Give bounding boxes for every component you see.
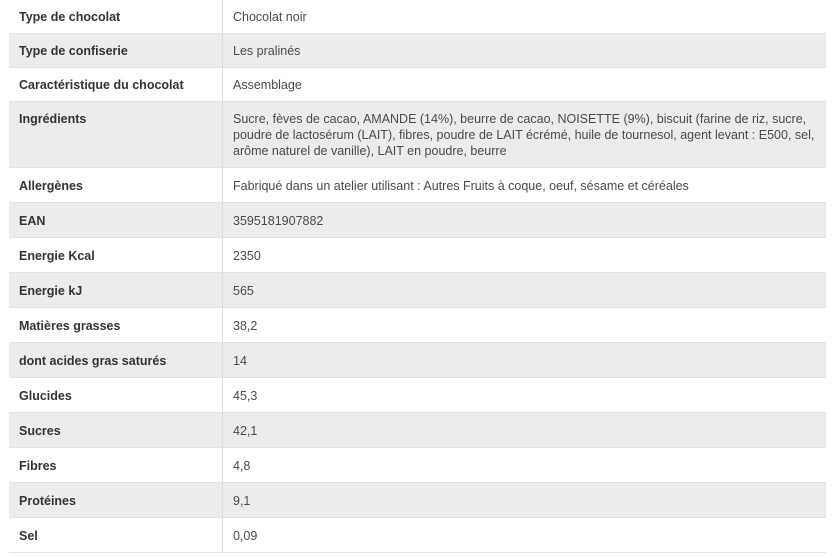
spec-value: 38,2 bbox=[233, 319, 258, 333]
spec-row-chocolate-feature bbox=[9, 68, 826, 102]
spec-value: Sucre, fèves de cacao, AMANDE (14%), beurre de cacao, NOISETTE (9%), biscuit (farine de riz, sucre, poudre de lactosérum (LAIT), fibres, poudre de LAIT écrémé, huile de tournesol, agent levant : E500, sel, arôme naturel de vanille), LAIT en poudre, beurre bbox=[233, 112, 815, 158]
spec-row-fat bbox=[9, 308, 826, 343]
spec-label: Type de chocolat bbox=[9, 0, 223, 34]
spec-value: 565 bbox=[233, 284, 254, 298]
spec-value: 45,3 bbox=[233, 389, 258, 403]
spec-value: 14 bbox=[233, 354, 247, 368]
spec-label: Energie Kcal bbox=[9, 238, 223, 273]
spec-label: Sel bbox=[9, 518, 223, 553]
spec-value: 9,1 bbox=[233, 494, 251, 508]
spec-label: dont acides gras saturés bbox=[9, 343, 223, 378]
spec-label: Sucres bbox=[9, 413, 223, 448]
spec-value: 3595181907882 bbox=[233, 214, 324, 228]
spec-value: Les pralinés bbox=[233, 44, 301, 58]
spec-value: Assemblage bbox=[233, 78, 302, 92]
spec-label: Fibres bbox=[9, 448, 223, 483]
spec-row-protein bbox=[9, 483, 826, 518]
spec-row-chocolate-type bbox=[9, 0, 826, 34]
spec-label: EAN bbox=[9, 203, 223, 238]
spec-label: Energie kJ bbox=[9, 273, 223, 308]
spec-label: Glucides bbox=[9, 378, 223, 413]
spec-row-ingredients bbox=[9, 102, 826, 168]
spec-row-energy-kcal bbox=[9, 238, 826, 273]
spec-label: Matières grasses bbox=[9, 308, 223, 343]
spec-label: Caractéristique du chocolat bbox=[9, 68, 223, 102]
product-spec-table bbox=[9, 0, 826, 553]
spec-row-energy-kj bbox=[9, 273, 826, 308]
spec-row-saturated-fat bbox=[9, 343, 826, 378]
spec-row-salt bbox=[9, 518, 826, 553]
spec-row-carbohydrates bbox=[9, 378, 826, 413]
spec-label: Allergènes bbox=[9, 168, 223, 203]
spec-row-ean bbox=[9, 203, 826, 238]
spec-value: 4,8 bbox=[233, 459, 251, 473]
spec-value: Chocolat noir bbox=[233, 10, 307, 24]
spec-label: Ingrédients bbox=[9, 102, 223, 168]
spec-row-allergens bbox=[9, 168, 826, 203]
spec-value: Fabriqué dans un atelier utilisant : Autres Fruits à coque, oeuf, sésame et céréales bbox=[233, 179, 689, 193]
spec-row-sugars bbox=[9, 413, 826, 448]
spec-value: 2350 bbox=[233, 249, 261, 263]
spec-label: Type de confiserie bbox=[9, 34, 223, 68]
spec-value: 0,09 bbox=[233, 529, 258, 543]
spec-value: 42,1 bbox=[233, 424, 258, 438]
spec-row-confectionery-type bbox=[9, 34, 826, 68]
spec-label: Protéines bbox=[9, 483, 223, 518]
spec-row-fibre bbox=[9, 448, 826, 483]
